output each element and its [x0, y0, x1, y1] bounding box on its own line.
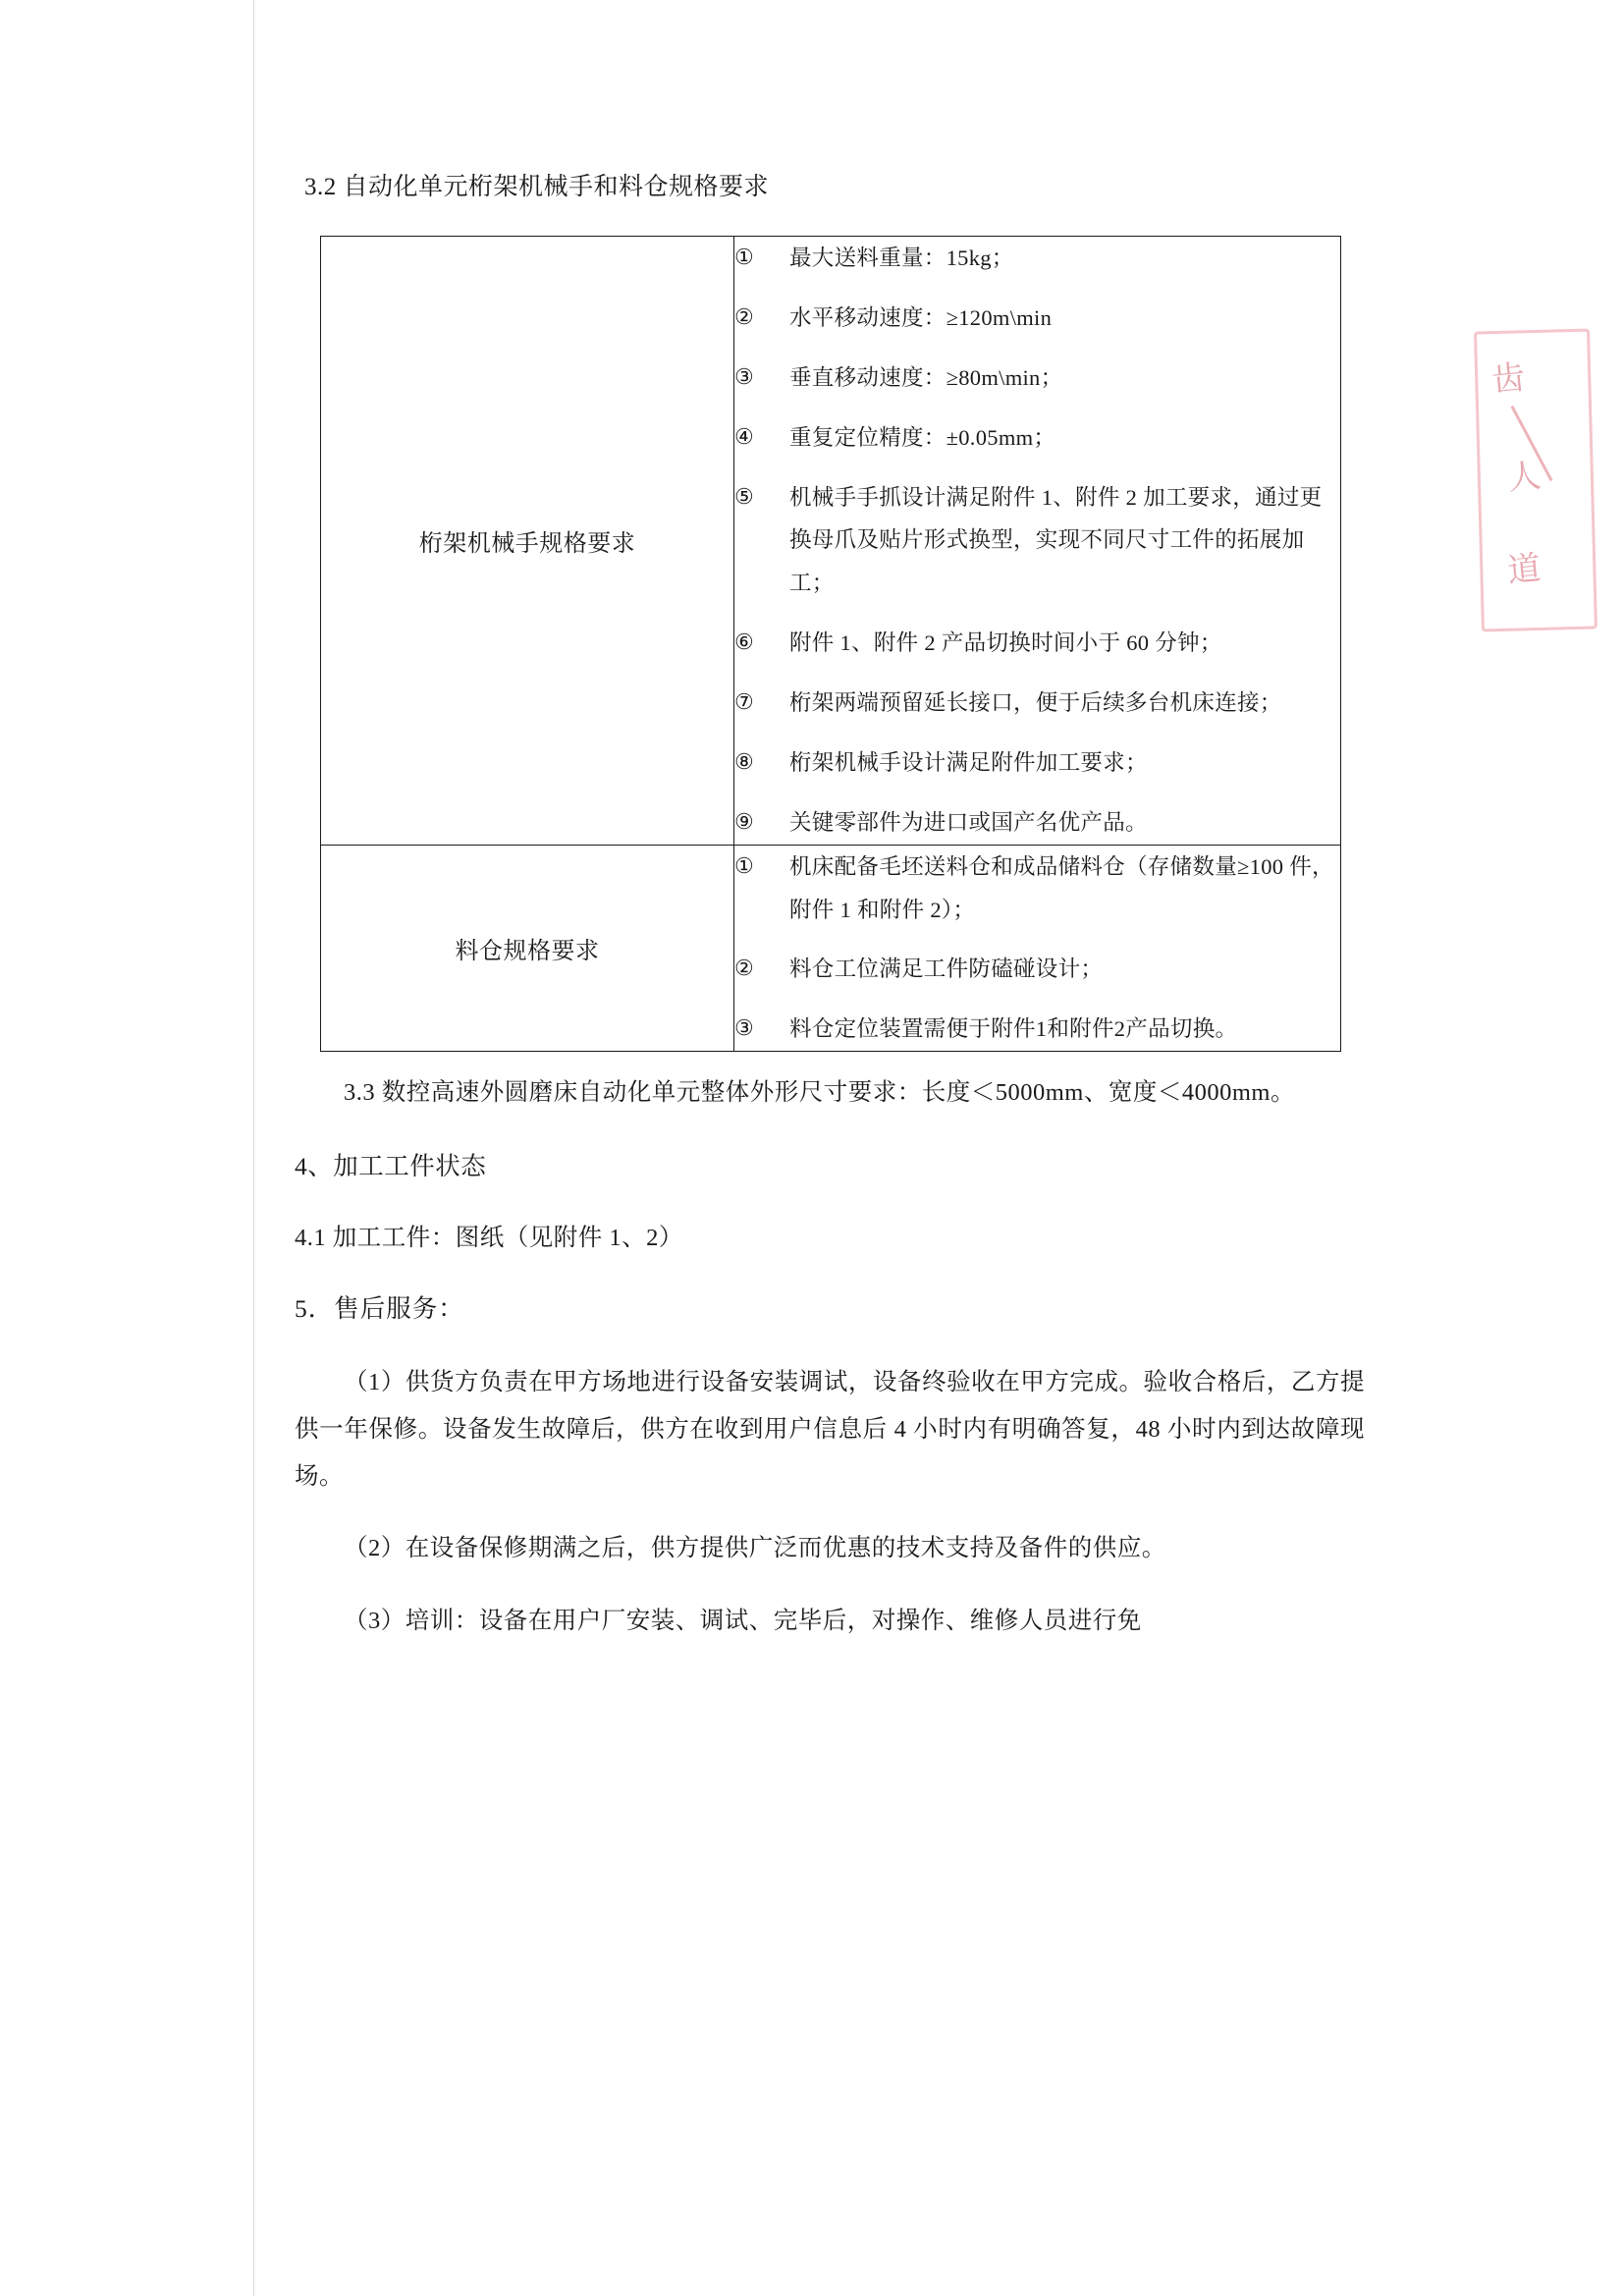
table-row [321, 237, 1341, 846]
binding-line [253, 0, 254, 2296]
item-text: 附件 1、附件 2 产品切换时间小于 60 分钟； [789, 630, 1222, 656]
list-item [734, 741, 1340, 785]
list-item [734, 622, 1340, 665]
list-item [734, 1008, 1340, 1051]
list-item [734, 801, 1340, 845]
section-4-heading: 4、加工工件状态 [295, 1151, 487, 1180]
section-3-2-heading: 3.2 自动化单元桁架机械手和料仓规格要求 [304, 174, 770, 200]
row-items-truss [734, 237, 1341, 846]
item-number: ⑥ [734, 629, 754, 655]
item-number: ② [734, 303, 754, 329]
item-text: 机床配备毛坯送料仓和成品储料仓（存储数量≥100 件，附件 1 和附件 2）； [789, 853, 1334, 922]
section-5-heading: 5．售后服务： [295, 1294, 464, 1324]
item-number: ① [734, 245, 754, 269]
spec-table [320, 236, 1341, 1052]
list-item [734, 356, 1340, 400]
row-label-hopper: 料仓规格要求 [321, 845, 734, 1052]
item-number: ⑤ [734, 483, 754, 509]
table-row [321, 845, 1341, 1052]
item-number: ④ [734, 423, 754, 449]
row-label-truss: 桁架机械手规格要求 [321, 237, 734, 846]
section-5-item-3: （3）培训：设备在用户厂安装、调试、完毕后，对操作、维修人员进行免 [344, 1608, 1142, 1635]
red-stamp [1464, 324, 1601, 648]
section-4-1-paragraph: 4.1 加工工件：图纸（见附件 1、2） [295, 1224, 683, 1251]
list-item [734, 476, 1340, 606]
list-item [734, 682, 1340, 725]
item-text: 桁架两端预留延长接口，便于后续多台机床连接； [789, 690, 1282, 715]
item-text: 机械手手抓设计满足附件 1、附件 2 加工要求，通过更换母爪及贴片形式换型，实现不同尺寸工件的拓展加工； [789, 484, 1323, 596]
document-content [295, 167, 1365, 1645]
item-number: ⑧ [734, 748, 754, 774]
item-text: 重复定位精度：±0.05mm； [789, 424, 1056, 450]
item-number: ⑨ [734, 808, 754, 834]
item-text: 关键零部件为进口或国产名优产品。 [789, 809, 1148, 835]
row-items-hopper [734, 845, 1341, 1052]
section-5-item-2: （2）在设备保修期满之后，供方提供广泛而优惠的技术支持及备件的供应。 [344, 1535, 1166, 1562]
section-3-3-paragraph: 3.3 数控高速外圆磨床自动化单元整体外形尺寸要求：长度＜5000mm、宽度＜4000mm。 [344, 1079, 1295, 1107]
item-text: 最大送料重量：15kg； [789, 246, 1014, 270]
item-text: 水平移动速度：≥120m\min [789, 304, 1053, 330]
hopper-item-list [734, 846, 1340, 1052]
item-number: ③ [734, 363, 754, 389]
item-text: 垂直移动速度：≥80m\min； [789, 364, 1063, 390]
section-5-item-1: （1）供货方负责在甲方场地进行设备安装调试，设备终验收在甲方完成。验收合格后，乙方提供一年保修。设备发生故障后，供方在收到用户信息后 4 小时内有明确答复，48 小时内到达故障现场。 [295, 1369, 1365, 1490]
item-number: ② [734, 956, 754, 981]
list-item [734, 846, 1340, 932]
item-number: ⑦ [734, 689, 754, 714]
stamp-char-2: 人 [1505, 458, 1543, 498]
list-item [734, 948, 1340, 991]
item-text: 料仓工位满足工件防磕碰设计； [789, 957, 1104, 982]
list-item [734, 297, 1340, 340]
item-text: 桁架机械手设计满足附件加工要求； [789, 749, 1148, 775]
stamp-char-1: 齿 [1489, 359, 1528, 400]
list-item [734, 416, 1340, 460]
list-item [734, 237, 1340, 280]
stamp-char-3: 道 [1505, 550, 1543, 590]
item-number: ③ [734, 1015, 754, 1041]
item-text: 料仓定位装置需便于附件1和附件2产品切换。 [789, 1016, 1238, 1042]
item-number: ① [734, 852, 754, 878]
truss-item-list [734, 237, 1340, 845]
